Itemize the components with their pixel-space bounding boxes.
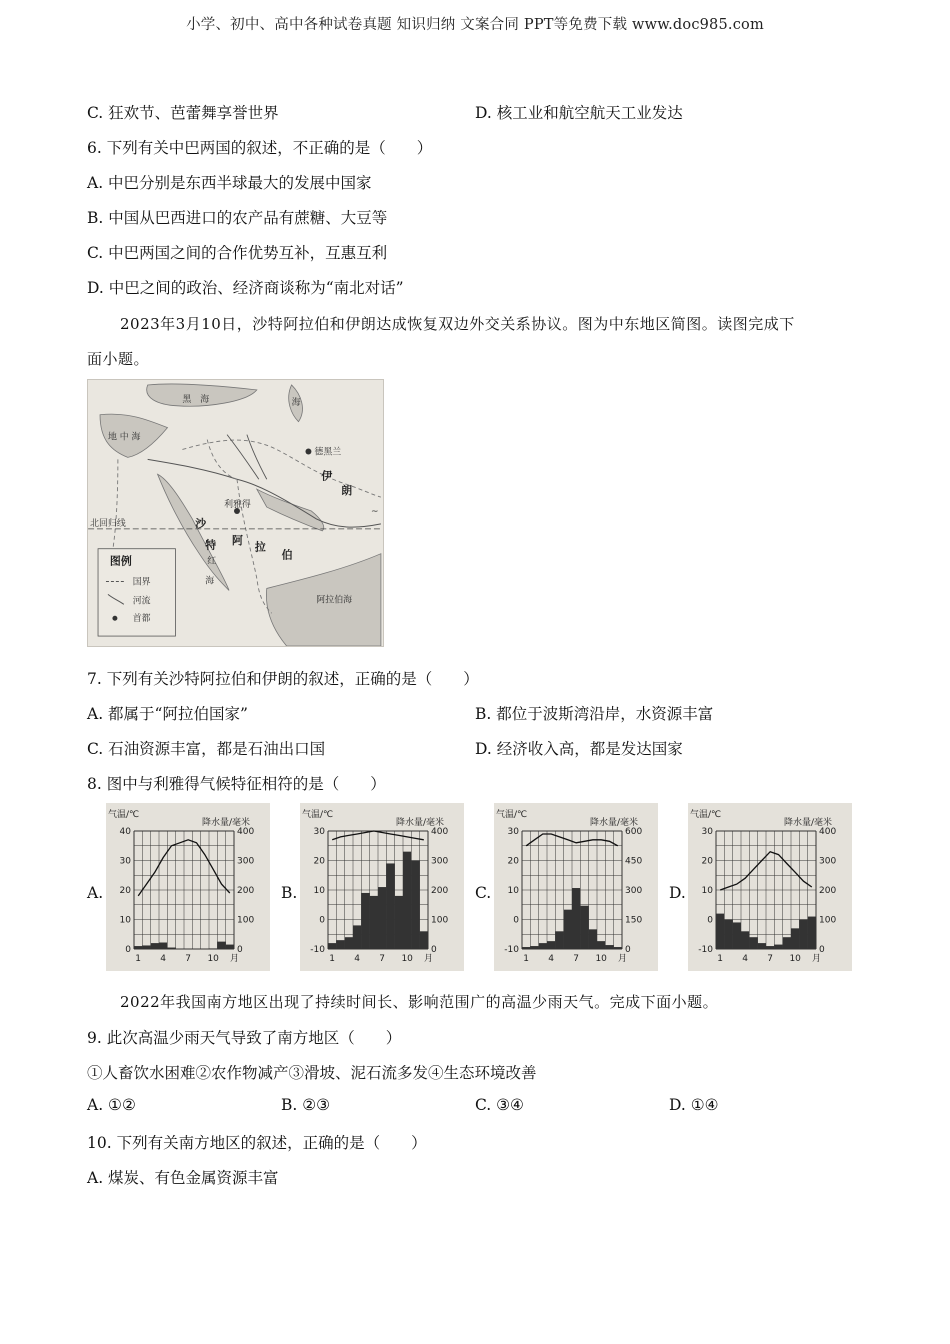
q7-option-d: D. 经济收入高，都是发达国家: [475, 740, 683, 758]
q9-option-d: D. ①④: [669, 1096, 719, 1114]
chart-c-temp-tick-3: 20: [507, 856, 519, 867]
chart-b-precip-bar-9: [395, 896, 403, 949]
map-label-saudi-4: 拉: [254, 540, 266, 554]
chart-b-precip-bar-4: [353, 925, 361, 949]
chart-b-right-axis-title: 降水量/毫米: [396, 818, 445, 828]
chart-b-precip-tick-4: 400: [431, 827, 449, 837]
q9-option-b: B. ②③: [281, 1096, 331, 1114]
chart-c-precip-bar-6: [564, 910, 572, 949]
climate-chart-b: [300, 803, 464, 971]
climate-chart-a: [106, 803, 270, 971]
chart-d-month-label-4: 月: [812, 954, 822, 964]
chart-d-left-axis-title: 气温/℃: [690, 810, 722, 820]
map-label-saudi-3: 阿: [232, 533, 243, 547]
chart-b-month-label-1: 4: [354, 954, 361, 964]
chart-d-precip-bar-12: [808, 917, 816, 949]
chart-a-precip-bar-4: [159, 943, 167, 949]
chart-a-precip-tick-4: 400: [237, 827, 255, 837]
chart-b-precip-bar-3: [345, 937, 353, 949]
chart-b-precip-tick-3: 300: [431, 856, 449, 867]
q7-stem: 7. 下列有关沙特阿拉伯和伊朗的叙述，正确的是（ ）: [87, 670, 479, 688]
chart-a-month-label-1: 4: [160, 954, 167, 964]
climate-chart-d: [688, 803, 852, 971]
chart-b-temp-tick-2: 10: [313, 886, 325, 896]
q7-option-c: C. 石油资源丰富，都是石油出口国: [87, 740, 326, 758]
chart-a-temp-tick-0: 0: [125, 945, 131, 955]
chart-c-precip-bar-1: [522, 947, 530, 949]
chart-c-month-label-4: 月: [618, 954, 628, 964]
chart-c-precip-tick-3: 450: [625, 856, 643, 867]
chart-a-month-label-0: 1: [135, 954, 142, 964]
chart-d-precip-bar-8: [774, 945, 782, 949]
chart-d-precip-tick-2: 200: [819, 886, 837, 896]
map-label-tehran: 德黑兰: [314, 447, 342, 458]
chart-c-temp-tick-4: 30: [507, 827, 519, 837]
legend-border-label: 国界: [132, 577, 151, 588]
chart-a-precip-bar-12: [226, 945, 234, 949]
map-label-mediterranean: 地 中 海: [107, 432, 141, 443]
map-label-saudi-2: 特: [205, 538, 217, 552]
chart-c-precip-tick-4: 600: [625, 827, 643, 837]
chart-c-month-label-0: 1: [523, 954, 530, 964]
chart-d-precip-tick-3: 300: [819, 856, 837, 867]
chart-c-precip-tick-1: 150: [625, 915, 643, 926]
middle-east-map: [87, 379, 384, 647]
chart-c-left-axis-title: 气温/℃: [496, 810, 528, 820]
map-legend: [98, 549, 175, 636]
chart-b-precip-bar-8: [386, 863, 394, 949]
chart-b-precip-bar-6: [370, 896, 378, 949]
chart-b-precip-bar-7: [378, 887, 386, 949]
chart-d-month-label-3: 10: [789, 954, 801, 964]
q7-option-a: A. 都属于“阿拉伯国家”: [87, 705, 248, 723]
chart-d-temp-tick-4: 30: [701, 827, 713, 837]
map-label-saudi-1: 沙: [195, 516, 207, 530]
map-label-iran-1: 伊: [321, 469, 333, 483]
chart-b-month-label-2: 7: [379, 954, 386, 964]
q7-option-b: B. 都位于波斯湾沿岸，水资源丰富: [475, 705, 714, 723]
chart-c-temp-tick-0: -10: [504, 945, 519, 955]
chart-b-precip-tick-1: 100: [431, 915, 449, 926]
chart-c-precip-bar-3: [539, 943, 547, 949]
chart-c-precip-bar-10: [597, 941, 605, 949]
chart-a-temp-tick-2: 20: [119, 886, 131, 896]
q10-stem: 10. 下列有关南方地区的叙述，正确的是（ ）: [87, 1134, 427, 1152]
map-label-red-sea-1: 红: [207, 556, 217, 567]
chart-a-month-label-3: 10: [207, 954, 219, 964]
q5-option-d: D. 核工业和航空航天工业发达: [475, 104, 683, 122]
chart-d-precip-tick-4: 400: [819, 827, 837, 837]
chart-a-precip-bar-2: [142, 945, 150, 949]
q8-option-b-label: B.: [281, 884, 298, 902]
chart-c-precip-bar-2: [530, 946, 538, 949]
chart-c-precip-tick-2: 300: [625, 886, 643, 896]
chart-b-temp-tick-0: -10: [310, 945, 325, 955]
chart-c-precip-bar-11: [605, 945, 613, 949]
chart-d-precip-bar-1: [716, 914, 724, 949]
chart-a-precip-tick-0: 0: [237, 945, 243, 955]
chart-a-temp-tick-1: 10: [119, 915, 131, 926]
chart-b-precip-tick-0: 0: [431, 945, 437, 955]
chart-b-temp-tick-1: 0: [319, 915, 325, 926]
q6-option-a: A. 中巴分别是东西半球最大的发展中国家: [87, 174, 372, 192]
chart-c-month-label-3: 10: [595, 954, 607, 964]
passage1-line2: 面小题。: [87, 350, 150, 368]
chart-d-precip-bar-9: [783, 937, 791, 949]
chart-d-precip-bar-10: [791, 928, 799, 949]
q5-option-c: C. 狂欢节、芭蕾舞享誉世界: [87, 104, 279, 122]
map-label-tropic: 北回归线: [90, 518, 126, 529]
chart-b-precip-bar-1: [328, 943, 336, 949]
chart-b-month-label-0: 1: [329, 954, 336, 964]
chart-c-precip-bar-5: [555, 931, 563, 949]
chart-d-precip-bar-6: [758, 943, 766, 949]
chart-c-month-label-2: 7: [573, 954, 580, 964]
chart-a-temp-tick-3: 30: [119, 856, 131, 867]
chart-a-precip-bar-1: [134, 946, 142, 949]
q9-items: ①人畜饮水困难②农作物减产③滑坡、泥石流多发④生态环境改善: [87, 1064, 537, 1082]
legend-capital-label: 首都: [132, 614, 151, 625]
map-label-black-sea: 黑 海: [182, 394, 210, 405]
q8-option-d-label: D.: [669, 884, 686, 902]
chart-b-precip-bar-11: [411, 861, 419, 950]
legend-river-label: 河流: [132, 596, 151, 607]
q10-option-a: A. 煤炭、有色金属资源丰富: [87, 1169, 279, 1187]
chart-d-precip-tick-1: 100: [819, 915, 837, 926]
chart-d-precip-bar-11: [799, 920, 807, 950]
chart-c-right-axis-title: 降水量/毫米: [590, 818, 639, 828]
chart-d-temp-tick-0: -10: [698, 945, 713, 955]
chart-d-month-label-0: 1: [717, 954, 724, 964]
chart-d-temp-tick-1: 0: [707, 915, 713, 926]
chart-b-precip-bar-2: [336, 940, 344, 949]
chart-a-precip-tick-1: 100: [237, 915, 255, 926]
q8-option-c-label: C.: [475, 884, 492, 902]
chart-a-left-axis-title: 气温/℃: [108, 810, 140, 820]
chart-b-month-label-3: 10: [401, 954, 413, 964]
chart-d-temp-tick-2: 10: [701, 886, 713, 896]
chart-a-right-axis-title: 降水量/毫米: [202, 818, 251, 828]
chart-b-temp-tick-3: 20: [313, 856, 325, 867]
map-label-arabian-sea: 阿拉伯海: [316, 595, 353, 606]
q9-option-c: C. ③④: [475, 1096, 524, 1114]
chart-c-precip-bar-4: [547, 941, 555, 949]
chart-a-precip-tick-2: 200: [237, 886, 255, 896]
page-header: 小学、初中、高中各种试卷真题 知识归纳 文案合同 PPT等免费下载 www.doc985.com: [186, 17, 764, 33]
chart-a-month-label-4: 月: [230, 954, 240, 964]
map-label-gulf-mark: ~: [370, 506, 379, 517]
chart-b-precip-bar-12: [420, 931, 428, 949]
map-label-riyadh: 利雅得: [224, 500, 251, 511]
chart-a-month-label-2: 7: [185, 954, 192, 964]
q6-option-c: C. 中巴两国之间的合作优势互补，互惠互利: [87, 244, 388, 262]
chart-d-precip-bar-2: [724, 920, 732, 950]
chart-c-precip-bar-12: [614, 947, 622, 949]
chart-c-precip-bar-7: [572, 888, 580, 949]
chart-d-precip-bar-4: [741, 931, 749, 949]
legend-capital-symbol: [112, 616, 117, 621]
q6-stem: 6. 下列有关中巴两国的叙述，不正确的是（ ）: [87, 139, 433, 157]
q8-option-a-label: A.: [87, 884, 104, 902]
chart-c-temp-tick-2: 10: [507, 886, 519, 896]
chart-d-precip-bar-7: [766, 946, 774, 949]
chart-a-precip-bar-5: [167, 948, 175, 949]
q8-stem: 8. 图中与利雅得气候特征相符的是（ ）: [87, 775, 386, 793]
chart-a-precip-bar-10: [209, 948, 217, 949]
q6-option-d: D. 中巴之间的政治、经济商谈称为“南北对话”: [87, 279, 404, 297]
q9-option-a: A. ①②: [87, 1096, 136, 1114]
chart-d-precip-bar-3: [733, 922, 741, 949]
chart-d-precip-bar-5: [749, 937, 757, 949]
chart-b-temp-tick-4: 30: [313, 827, 325, 837]
q9-stem: 9. 此次高温少雨天气导致了南方地区（ ）: [87, 1029, 402, 1047]
chart-a-temp-tick-4: 40: [119, 827, 131, 837]
map-label-caspian-sea: 海: [291, 397, 301, 408]
chart-b-left-axis-title: 气温/℃: [302, 810, 334, 820]
chart-b-month-label-4: 月: [424, 954, 434, 964]
chart-d-month-label-2: 7: [767, 954, 774, 964]
chart-c-precip-bar-9: [589, 929, 597, 949]
map-label-iran-2: 朗: [341, 484, 353, 498]
passage2-line1: 2022年我国南方地区出现了持续时间长、影响范围广的高温少雨天气。完成下面小题。: [120, 993, 719, 1011]
chart-d-temp-tick-3: 20: [701, 856, 713, 867]
chart-b-precip-tick-2: 200: [431, 886, 449, 896]
chart-d-precip-tick-0: 0: [819, 945, 825, 955]
chart-d-right-axis-title: 降水量/毫米: [784, 818, 833, 828]
climate-chart-c: [494, 803, 658, 971]
chart-c-month-label-1: 4: [548, 954, 555, 964]
chart-c-precip-tick-0: 0: [625, 945, 631, 955]
chart-b-precip-bar-10: [403, 852, 411, 949]
map-label-red-sea-2: 海: [205, 576, 215, 587]
chart-a-precip-bar-11: [217, 942, 225, 949]
passage1-line1: 2023年3月10日，沙特阿拉伯和伊朗达成恢复双边外交关系协议。图为中东地区简图。读图完成下: [120, 315, 795, 333]
legend-title: 图例: [109, 554, 132, 568]
chart-d-month-label-1: 4: [742, 954, 749, 964]
q6-option-b: B. 中国从巴西进口的农产品有蔗糖、大豆等: [87, 209, 388, 227]
chart-b-precip-bar-5: [361, 893, 369, 949]
chart-c-precip-bar-8: [580, 906, 588, 949]
map-label-saudi-5: 伯: [281, 548, 293, 562]
chart-a-precip-bar-3: [151, 943, 159, 949]
chart-a-precip-tick-3: 300: [237, 856, 255, 867]
chart-c-temp-tick-1: 0: [513, 915, 519, 926]
